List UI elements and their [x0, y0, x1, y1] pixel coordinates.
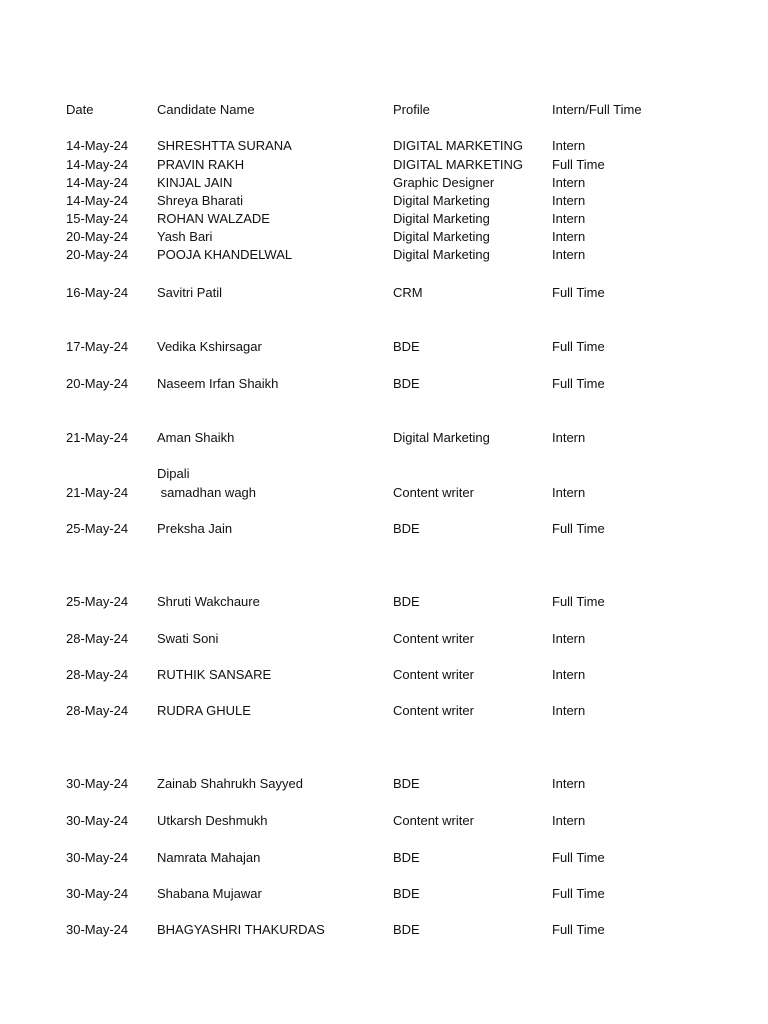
cell-date: 14-May-24: [66, 175, 129, 190]
cell-date: 16-May-24: [66, 285, 129, 300]
header-intern-full-time: Intern/Full Time: [552, 102, 642, 117]
cell-profile: BDE: [393, 376, 420, 391]
cell-profile: BDE: [393, 886, 420, 901]
cell-type: Intern: [552, 247, 586, 262]
cell-type: Intern: [552, 703, 586, 718]
cell-date: 20-May-24: [66, 247, 129, 262]
cell-date: 28-May-24: [66, 703, 129, 718]
cell-candidate-name: POOJA KHANDELWAL: [157, 247, 293, 262]
cell-profile: Content writer: [393, 667, 474, 682]
cell-profile: DIGITAL MARKETING: [393, 157, 524, 172]
cell-candidate-name: BHAGYASHRI THAKURDAS: [157, 922, 325, 937]
cell-candidate-name: samadhan wagh: [157, 485, 257, 500]
cell-profile: Content writer: [393, 703, 474, 718]
cell-date: 14-May-24: [66, 193, 129, 208]
cell-profile: CRM: [393, 285, 423, 300]
cell-date: 30-May-24: [66, 922, 129, 937]
cell-type: Intern: [552, 193, 586, 208]
cell-candidate-name: Shreya Bharati: [157, 193, 243, 208]
cell-date: 14-May-24: [66, 138, 129, 153]
cell-candidate-name: Vedika Kshirsagar: [157, 339, 262, 354]
table-row: [0, 630, 768, 648]
cell-type: Full Time: [552, 376, 605, 391]
cell-profile: Graphic Designer: [393, 175, 495, 190]
table-row: [0, 702, 768, 720]
cell-candidate-name: KINJAL JAIN: [157, 175, 233, 190]
cell-profile: BDE: [393, 594, 420, 609]
table-row: [0, 228, 768, 246]
cell-candidate-name: SHRESHTTA SURANA: [157, 138, 292, 153]
cell-type: Intern: [552, 430, 586, 445]
header-candidate-name: Candidate Name: [157, 102, 255, 117]
cell-date: 20-May-24: [66, 229, 129, 244]
table-row: [0, 156, 768, 174]
table-row: [0, 812, 768, 830]
table-row: [0, 666, 768, 684]
cell-candidate-name: PRAVIN RAKH: [157, 157, 245, 172]
table-row: [0, 375, 768, 393]
cell-date: 20-May-24: [66, 376, 129, 391]
table-row: [0, 849, 768, 867]
cell-type: Intern: [552, 813, 586, 828]
cell-date: 30-May-24: [66, 776, 129, 791]
cell-type: Full Time: [552, 886, 605, 901]
cell-profile: BDE: [393, 922, 420, 937]
cell-profile: Digital Marketing: [393, 247, 490, 262]
cell-type: Full Time: [552, 850, 605, 865]
table-row: [0, 593, 768, 611]
table-row: [0, 137, 768, 155]
cell-type: Intern: [552, 485, 586, 500]
cell-date: 25-May-24: [66, 594, 129, 609]
cell-date: 21-May-24: [66, 485, 129, 500]
cell-profile: Digital Marketing: [393, 193, 490, 208]
table-row: [0, 921, 768, 939]
table-row: [0, 192, 768, 210]
cell-type: Intern: [552, 211, 586, 226]
cell-candidate-name: Aman Shaikh: [157, 430, 235, 445]
cell-candidate-name-line1: Dipali: [157, 466, 190, 481]
cell-candidate-name: Zainab Shahrukh Sayyed: [157, 776, 303, 791]
cell-date: 15-May-24: [66, 211, 129, 226]
table-row: [0, 775, 768, 793]
cell-profile: BDE: [393, 521, 420, 536]
cell-profile: BDE: [393, 339, 420, 354]
table-row: [0, 210, 768, 228]
table-row: [0, 338, 768, 356]
cell-date: 30-May-24: [66, 886, 129, 901]
cell-candidate-name: Savitri Patil: [157, 285, 223, 300]
cell-profile: BDE: [393, 776, 420, 791]
table-row: [0, 885, 768, 903]
cell-type: Full Time: [552, 521, 605, 536]
table-row: [0, 246, 768, 264]
table-row: [0, 520, 768, 538]
header-date: Date: [66, 102, 94, 117]
cell-profile: DIGITAL MARKETING: [393, 138, 524, 153]
table-row: [0, 429, 768, 447]
cell-profile: Digital Marketing: [393, 211, 490, 226]
cell-type: Intern: [552, 631, 586, 646]
cell-date: 30-May-24: [66, 813, 129, 828]
cell-candidate-name: Shruti Wakchaure: [157, 594, 260, 609]
cell-type: Intern: [552, 667, 586, 682]
cell-date: 30-May-24: [66, 850, 129, 865]
cell-profile: Content writer: [393, 813, 474, 828]
cell-type: Intern: [552, 175, 586, 190]
table-row: [0, 284, 768, 302]
cell-date: 28-May-24: [66, 667, 129, 682]
cell-date: 14-May-24: [66, 157, 129, 172]
table-row-wrap-line: [0, 465, 768, 483]
cell-profile: Content writer: [393, 485, 474, 500]
cell-type: Full Time: [552, 922, 605, 937]
cell-date: 25-May-24: [66, 521, 129, 536]
cell-date: 21-May-24: [66, 430, 129, 445]
cell-profile: BDE: [393, 850, 420, 865]
cell-type: Intern: [552, 229, 586, 244]
cell-type: Intern: [552, 138, 586, 153]
cell-candidate-name: ROHAN WALZADE: [157, 211, 270, 226]
cell-candidate-name: Shabana Mujawar: [157, 886, 262, 901]
cell-profile: Digital Marketing: [393, 430, 490, 445]
cell-candidate-name: Utkarsh Deshmukh: [157, 813, 268, 828]
cell-profile: Digital Marketing: [393, 229, 490, 244]
cell-date: 17-May-24: [66, 339, 129, 354]
table-row: [0, 174, 768, 192]
header-row: [0, 101, 768, 119]
cell-candidate-name: RUTHIK SANSARE: [157, 667, 272, 682]
cell-candidate-name: Yash Bari: [157, 229, 213, 244]
cell-type: Full Time: [552, 594, 605, 609]
cell-profile: Content writer: [393, 631, 474, 646]
cell-candidate-name: Naseem Irfan Shaikh: [157, 376, 279, 391]
cell-candidate-name: Swati Soni: [157, 631, 219, 646]
cell-candidate-name: Namrata Mahajan: [157, 850, 261, 865]
cell-date: 28-May-24: [66, 631, 129, 646]
cell-type: Intern: [552, 776, 586, 791]
cell-type: Full Time: [552, 339, 605, 354]
cell-candidate-name: RUDRA GHULE: [157, 703, 251, 718]
cell-candidate-name: Preksha Jain: [157, 521, 233, 536]
table-row: [0, 484, 768, 502]
header-profile: Profile: [393, 102, 430, 117]
cell-type: Full Time: [552, 157, 605, 172]
cell-type: Full Time: [552, 285, 605, 300]
